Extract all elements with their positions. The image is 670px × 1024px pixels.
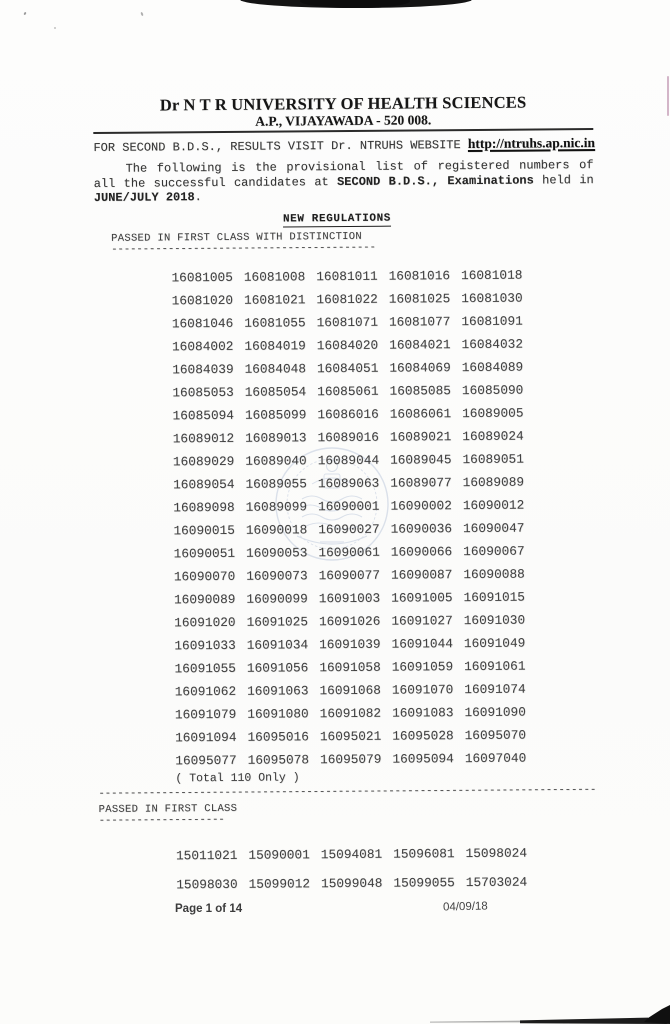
register-number: 16091059: [391, 658, 454, 675]
register-number: 16084051: [316, 360, 379, 376]
register-number-grid-first-class: [176, 838, 599, 900]
university-name: Dr N T R UNIVERSITY OF HEALTH SCIENCES: [159, 92, 527, 115]
register-number: 16091056: [246, 659, 309, 676]
register-number: 16091062: [174, 683, 237, 699]
register-number: 16089055: [245, 475, 307, 492]
register-number: 16081046: [171, 315, 234, 331]
register-number: 16085054: [244, 383, 307, 400]
register-number: 16091034: [246, 636, 309, 653]
register-number-grid-distinction: [171, 263, 598, 772]
register-number: 16095079: [319, 751, 382, 767]
register-number: 16091025: [246, 613, 309, 630]
register-number-row: [174, 654, 597, 680]
section-heading-distinction: PASSED IN FIRST CLASS WITH DISTINCTION: [111, 230, 363, 245]
intro-line-2-start: all the successful candidates at: [93, 174, 338, 191]
register-number: 16090015: [173, 522, 235, 538]
regulations-title-wrap: [87, 206, 587, 229]
register-number: 16090067: [463, 543, 525, 559]
register-number: 16090070: [173, 568, 236, 584]
register-number: 16091061: [464, 658, 526, 674]
register-number: 16095070: [464, 727, 527, 743]
register-number: 16091070: [391, 681, 454, 698]
register-number: 16091094: [174, 729, 237, 745]
register-number-row: [171, 263, 594, 289]
intro-line-3-end: .: [194, 190, 202, 205]
register-number: 16090077: [318, 567, 381, 583]
register-number: 16091074: [464, 681, 526, 697]
register-number: 16089013: [245, 429, 307, 446]
register-number: 16085085: [389, 382, 451, 399]
register-number: 16084089: [461, 359, 524, 375]
website-url: http://ntruhs.ap.nic.in: [467, 135, 596, 152]
register-number: 16081021: [243, 291, 306, 308]
register-number: 16089005: [462, 405, 524, 421]
intro-line-1: The following is the provisional list of registered numbers of: [125, 158, 594, 176]
section-heading-underline: ------------------------------------------: [111, 241, 376, 256]
register-number: 16091015: [463, 589, 526, 605]
register-number: 15703024: [465, 874, 528, 891]
register-number: 16090073: [246, 567, 308, 584]
register-number: 16081008: [243, 268, 306, 285]
intro-line-2-bold: SECOND B.D.S., Examinations: [337, 173, 534, 189]
register-number: 16084019: [244, 337, 306, 354]
intro-line-3: [94, 187, 594, 205]
register-number: 16089044: [317, 452, 380, 468]
register-number: 16091003: [318, 590, 381, 606]
register-number: 16089063: [317, 475, 380, 491]
document-content: [93, 92, 599, 900]
register-number: 16089012: [172, 430, 235, 446]
register-number: 16084020: [316, 337, 379, 353]
intro-paragraph: [94, 158, 594, 205]
register-number: 16081022: [316, 291, 378, 307]
register-number-row: [172, 332, 595, 358]
register-number-row: [172, 309, 595, 335]
register-number-row: [173, 470, 596, 496]
register-number: 16095078: [247, 751, 310, 768]
register-number: 16090036: [390, 520, 453, 537]
register-number: 16095094: [392, 750, 454, 767]
register-number-row: [174, 608, 597, 634]
register-number: 16091033: [174, 637, 236, 653]
register-number-row: [174, 539, 597, 565]
section-heading-underline: --------------------: [98, 813, 225, 827]
register-number: 16089051: [462, 451, 524, 467]
register-number: 16085061: [317, 383, 379, 399]
register-number: 16097040: [464, 750, 527, 766]
register-number: 16084069: [389, 359, 451, 376]
register-number: 16084021: [389, 336, 451, 353]
register-number: 16081077: [388, 313, 451, 330]
register-number: 16081091: [461, 313, 523, 329]
register-number: 16086016: [317, 406, 379, 422]
register-number: 16081018: [460, 267, 523, 283]
register-number: 16091030: [463, 612, 526, 628]
register-number: 16086061: [389, 405, 452, 422]
register-number-row: [174, 585, 597, 611]
register-number: 16090018: [245, 521, 308, 538]
section-separator-dashes: -------------------------------------------------------------------------------: [98, 783, 597, 800]
register-number: 16091079: [174, 706, 237, 722]
register-number: 16090047: [462, 520, 525, 536]
register-number-row: [175, 746, 598, 772]
register-number: 16085090: [461, 382, 524, 398]
register-number: 16091058: [319, 659, 381, 675]
register-number-row: [174, 562, 597, 588]
register-number: 16090088: [463, 566, 525, 582]
register-number-row: [173, 493, 596, 519]
register-number: 15099048: [320, 875, 383, 892]
register-number: 16085094: [172, 407, 235, 423]
register-number-row: [173, 516, 596, 542]
section-total-note: ( Total 110 Only ): [175, 770, 300, 785]
register-number: 16091082: [319, 705, 382, 721]
register-number-row: [175, 677, 598, 703]
register-number: 16091027: [391, 612, 453, 629]
register-number: 15099012: [248, 876, 311, 892]
register-number-row: [174, 631, 597, 657]
register-number: 16091020: [174, 614, 236, 630]
register-number: 16081005: [171, 269, 233, 285]
register-number: 16095077: [175, 752, 237, 768]
register-number: 16089029: [172, 453, 235, 469]
register-number: 15096081: [393, 845, 455, 862]
register-number: 16084032: [461, 336, 524, 352]
register-number: 16090066: [390, 543, 453, 560]
register-number-row: [176, 838, 599, 871]
section-heading-first-class: PASSED IN FIRST CLASS: [98, 802, 238, 816]
register-number: 16091063: [247, 682, 309, 699]
register-number: 16089021: [389, 428, 452, 445]
register-number: 16085099: [244, 406, 307, 423]
register-number: 16089024: [462, 428, 524, 444]
register-number: 16090002: [390, 497, 452, 514]
register-number: 16090012: [462, 497, 525, 513]
register-number: 16085053: [172, 384, 234, 400]
register-number: 15011021: [175, 847, 238, 863]
register-number: 16091026: [318, 613, 381, 629]
register-number: 15098024: [465, 845, 528, 861]
register-number: 16091055: [174, 660, 237, 676]
register-number: 16081071: [316, 314, 379, 330]
register-number: 16090089: [173, 591, 236, 607]
register-number: 16089054: [173, 476, 235, 492]
register-number-row: [172, 401, 595, 427]
register-number: 16090053: [245, 544, 308, 561]
register-number: 16084039: [172, 361, 234, 377]
register-number-row: [176, 867, 599, 900]
register-number: 15090001: [248, 846, 310, 863]
register-number: 16089040: [245, 452, 307, 469]
footer-date: 04/09/18: [442, 900, 488, 914]
intro-line-3-bold: JUNE/JULY 2018: [93, 190, 195, 205]
register-number-row: [172, 355, 595, 381]
register-number: 16090027: [318, 521, 380, 537]
register-number: 16089077: [390, 474, 452, 491]
register-number: 15099055: [393, 875, 455, 891]
website-notice-line: [93, 135, 596, 155]
register-number: 16091083: [391, 704, 454, 721]
university-address: A.P., VIJAYAWADA - 520 008.: [255, 112, 432, 129]
register-number: 16089016: [317, 429, 379, 445]
register-number: 16081020: [171, 292, 234, 308]
register-number: 16081030: [461, 290, 523, 306]
register-number: 16091044: [391, 635, 453, 652]
register-number: 16081025: [388, 290, 451, 307]
register-number: 16095021: [319, 728, 382, 744]
intro-line-2-end: held in: [533, 172, 594, 188]
register-number-row: [172, 378, 595, 404]
register-number: 16090099: [246, 590, 308, 607]
register-number-row: [175, 700, 598, 726]
register-number: 16089099: [245, 498, 308, 515]
register-number-row: [173, 424, 596, 450]
register-number-row: [175, 723, 598, 749]
register-number: 16091090: [464, 704, 526, 720]
register-number: 16090001: [317, 498, 380, 514]
register-number: 15098030: [176, 876, 238, 893]
register-number-row: [172, 286, 595, 312]
register-number-row: [173, 447, 596, 473]
page-number-indicator: Page 1 of 14: [175, 903, 243, 915]
register-number: 16081055: [244, 314, 306, 331]
register-number: 16091049: [463, 635, 526, 651]
regulations-title: NEW REGULATIONS: [282, 212, 392, 225]
register-number: 16089098: [173, 499, 235, 515]
register-number: 16089089: [462, 474, 525, 490]
register-number: 16095028: [392, 727, 454, 744]
register-number: 15094081: [320, 846, 383, 862]
register-number: 16091005: [391, 589, 453, 606]
register-number: 16091080: [247, 705, 309, 722]
register-number: 16090061: [318, 544, 380, 560]
register-number: 16091068: [319, 682, 381, 698]
register-number: 16089045: [389, 451, 452, 468]
register-number: 16095016: [247, 728, 309, 745]
register-number: 16090087: [390, 566, 453, 583]
register-number: 16081016: [388, 267, 451, 284]
register-number: 16091039: [319, 636, 381, 652]
register-number: 16084048: [244, 360, 307, 377]
register-number: 16084002: [171, 338, 234, 354]
register-number: 16081011: [316, 268, 378, 284]
website-notice-text: FOR SECOND B.D.S., RESULTS VISIT Dr. NTRUHS WEBSITE: [93, 138, 468, 155]
register-number: 16090051: [173, 545, 236, 561]
